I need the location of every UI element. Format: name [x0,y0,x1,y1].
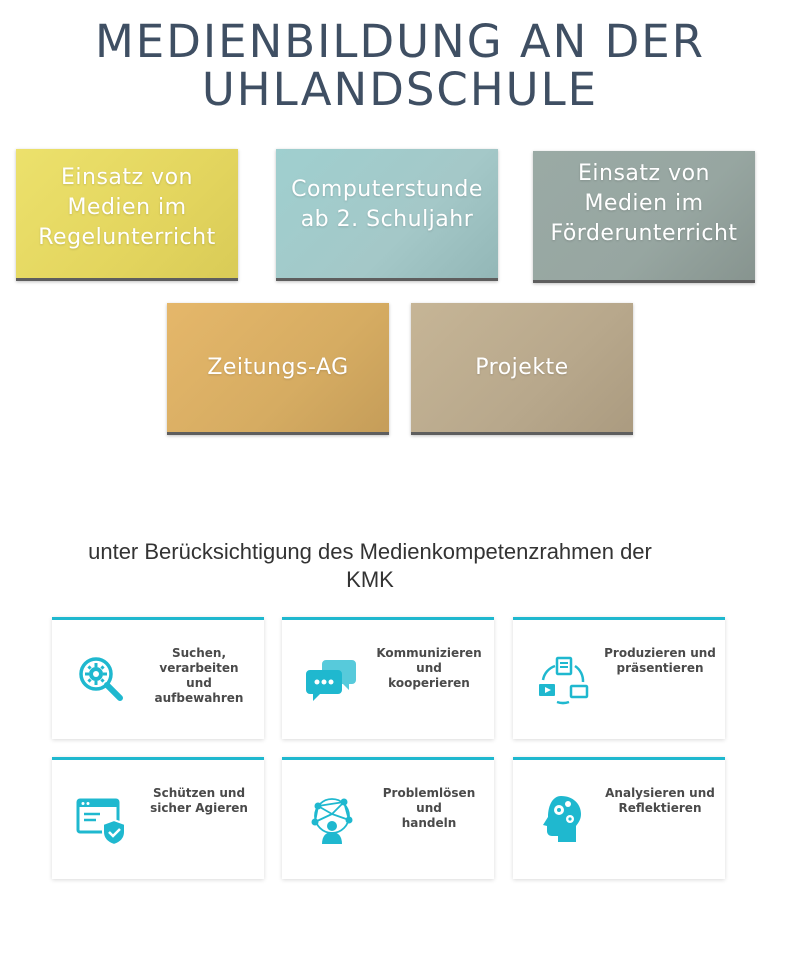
competence-label: Kommunizieren und kooperieren [376,646,482,690]
network-person-icon [304,792,360,848]
subtitle-line-1: unter Berücksichtigung des Medienkompetenzrahmen der [88,539,652,564]
competence-label: Analysieren und Reflektieren [605,786,715,815]
media-cycle-icon [535,652,591,708]
competence-label: Schützen und sicher Agieren [150,786,248,815]
head-gears-icon [535,792,591,848]
tile-label: Einsatz von Medien im Regelunterricht [38,165,216,250]
competence-card-suchen [52,617,264,739]
tile-label: Projekte [475,354,569,380]
title-line-2: UHLANDSCHULE [201,63,599,116]
competence-label: Problemlösen und handeln [382,786,476,830]
tile-label: Zeitungs-AG [207,354,349,380]
tile-projekte [411,303,633,435]
tile-zeitungs-ag [167,303,389,435]
competence-card-analysieren [513,757,725,879]
browser-shield-icon [74,792,130,848]
competence-card-problemloesen [282,757,494,879]
page-title [0,15,800,116]
tile-computerstunde [276,149,498,281]
tile-regelunterricht [16,149,238,281]
tile-label: Einsatz von Medien im Förderunterricht [550,161,738,246]
title-line-1: MEDIENBILDUNG AN DER [94,15,705,68]
competence-card-kommunizieren [282,617,494,739]
competence-label: Produzieren und präsentieren [604,646,716,675]
competence-card-schuetzen [52,757,264,879]
competence-card-produzieren [513,617,725,739]
tile-label: Computerstunde ab 2. Schuljahr [291,177,483,232]
kmk-subtitle [30,538,710,594]
tile-foerderunterricht [533,151,755,283]
competence-label: Suchen, verarbeiten und aufbewahren [154,646,244,705]
chat-bubbles-icon [304,652,360,708]
subtitle-line-2: KMK [346,567,394,592]
search-gear-icon [74,652,130,708]
